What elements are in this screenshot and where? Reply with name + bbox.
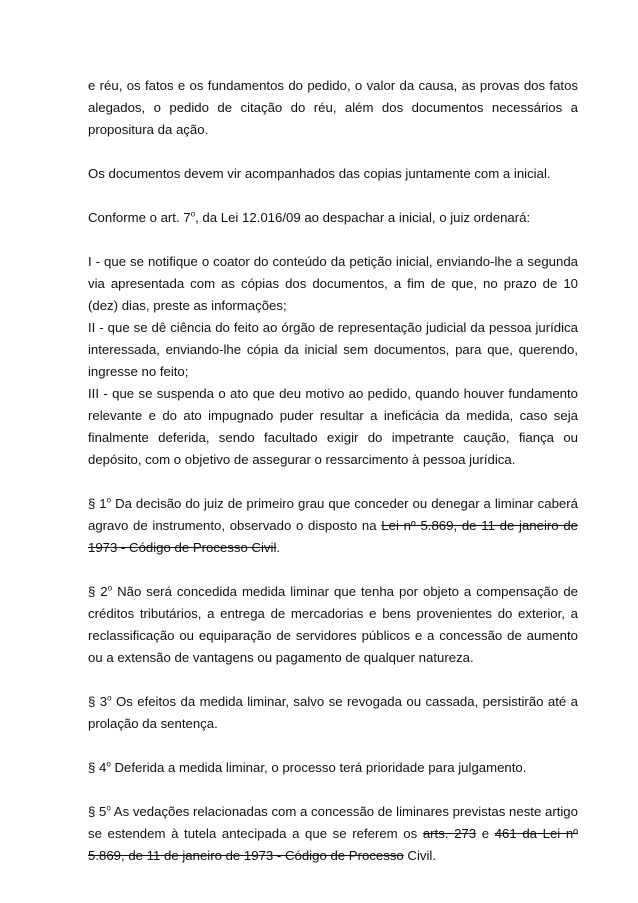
superscript: o [106, 803, 111, 813]
text: e [476, 826, 495, 841]
superscript: o [190, 209, 196, 219]
item-i: I - que se notifique o coator do conteúdo da petição inicial, enviando-lhe a segunda via apresentada com as cópias dos documentos, a fim de que, no prazo de 10 (dez) dias, preste as informações; [88, 254, 578, 313]
item-ii: II - que se dê ciência do feito ao órgão de representação judicial da pessoa jurídica interessada, enviando-lhe cópia da inicial sem documentos, para que, querendo, ingresse no feito; [88, 320, 578, 379]
paragraph-documents: Os documentos devem vir acompanhados das copias juntamente com a inicial. [88, 166, 551, 181]
text: § 3 [88, 694, 108, 709]
text: § 4 [88, 760, 107, 775]
section-5 [88, 801, 578, 867]
paragraph-intro: e réu, os fatos e os fundamentos do pedido, o valor da causa, as provas dos fatos alegados, o pedido de citação do réu, além dos documentos necessários a propositura da ação. [88, 78, 578, 137]
superscript: o [106, 495, 112, 505]
paragraph-conforme [88, 207, 578, 229]
item-iii: III - que se suspenda o ato que deu motivo ao pedido, quando houver fundamento relevante e do ato impugnado puder resultar a ineficácia da medida, caso seja finalmente deferida, sendo facultado exigir do impetrante caução, fiança ou depósito, com o objetivo de assegurar o ressarcimento à pessoa jurídica. [88, 386, 578, 467]
section-3 [88, 691, 578, 735]
text: Deferida a medida liminar, o processo terá prioridade para julgamento. [110, 760, 527, 775]
superscript: o [106, 759, 111, 769]
text: Da decisão do juiz de primeiro grau que conceder ou denegar a liminar caberá agravo de instrumento, observado o disposto na [88, 496, 578, 533]
text: As vedações relacionadas com a concessão de liminares previstas neste artigo se estendem à tutela antecipada a que se referem os [88, 804, 578, 841]
text: , da Lei 12.016/09 ao despachar a inicial, o juiz ordenará: [195, 210, 531, 225]
struck-reference: arts. 273 [422, 826, 477, 841]
superscript: o [107, 583, 113, 593]
superscript: o [107, 693, 112, 703]
struck-reference: 461 da Lei nº 5.869, de 11 de janeiro de 1973 - Código de Processo [88, 826, 578, 863]
section-4 [88, 757, 578, 779]
text: § 5 [88, 804, 107, 819]
section-2 [88, 581, 578, 669]
struck-reference: Lei nº 5.869, de 11 de janeiro de 1973 - Código de Processo Civil [88, 518, 578, 555]
text: Os efeitos da medida liminar, salvo se revogada ou cassada, persistirão até a prolação da sentença. [88, 694, 578, 731]
section-1 [88, 493, 578, 559]
text: § 1 [88, 496, 107, 511]
text: . [276, 540, 281, 555]
text: Civil. [403, 848, 436, 863]
text: Não será concedida medida liminar que tenha por objeto a compensação de créditos tributários, a entrega de mercadorias e bens provenientes do exterior, a reclassificação ou equiparação de servidores públicos e a concessão de aumento ou a extensão de vantagens ou pagamento de qualquer natureza. [88, 584, 578, 665]
text: § 2 [88, 584, 108, 599]
text: Conforme o art. 7 [88, 210, 191, 225]
